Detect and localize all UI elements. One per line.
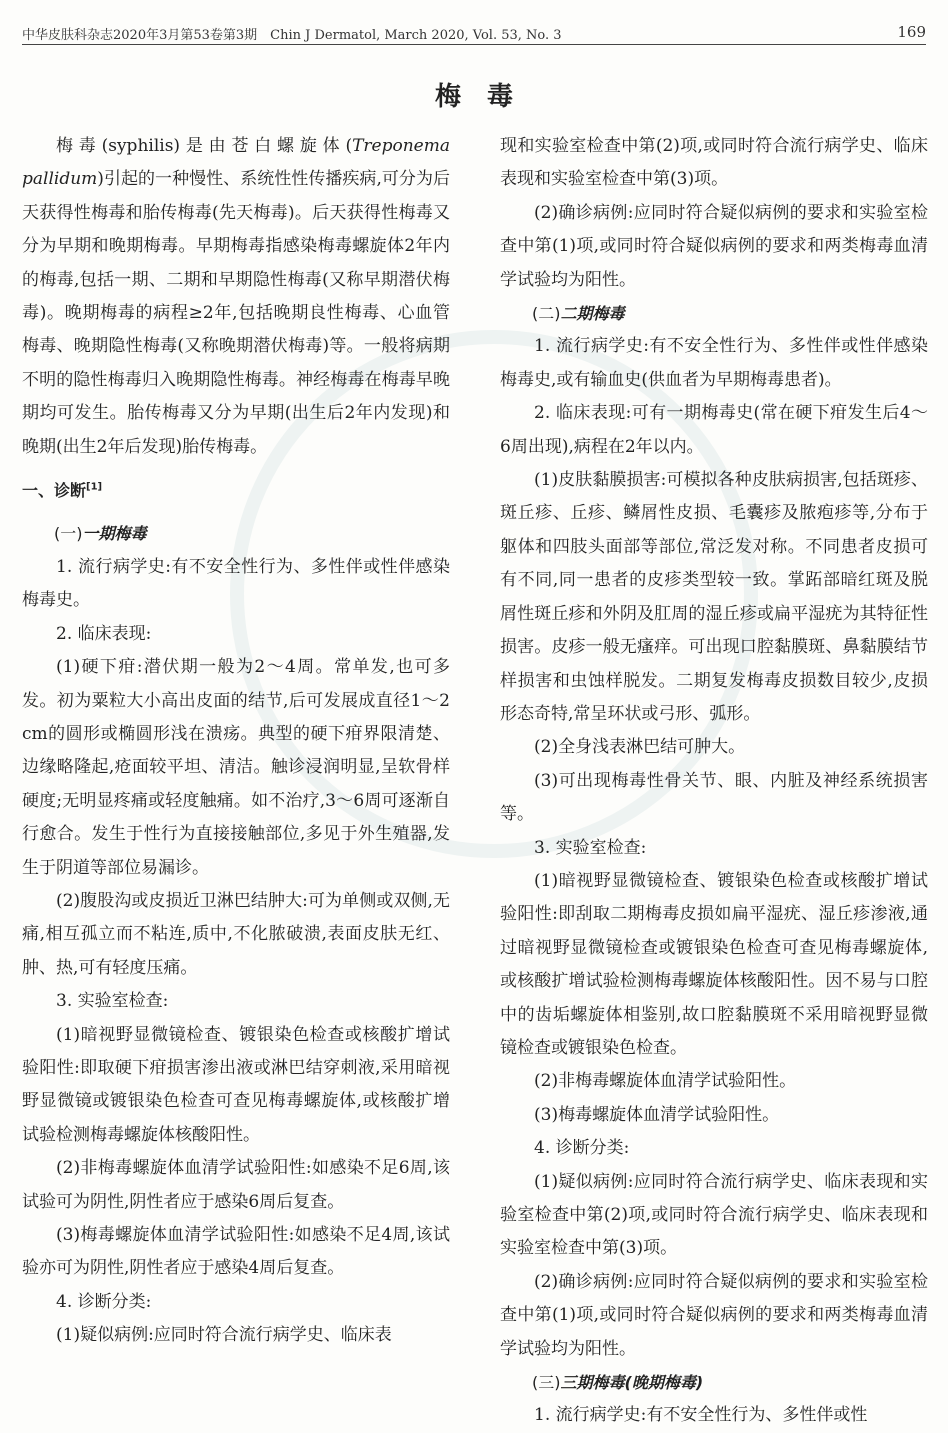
- paragraph: (2)腹股沟或皮损近卫淋巴结肿大:可为单侧或双侧,无痛,相互孤立而不粘连,质中,不化脓破溃,表面皮肤无红、肿、热,可有轻度压痛。: [22, 890, 450, 978]
- paragraph: (2)全身浅表淋巴结可肿大。: [534, 737, 746, 758]
- paragraph: (1)暗视野显微镜检查、镀银染色检查或核酸扩增试验阳性:即取硬下疳损害渗出液或淋巴结穿刺液,采用暗视野显微镜或镀银染色检查可查见梅毒螺旋体,或核酸扩增试验检测梅毒螺旋体核酸阳性。: [22, 1024, 450, 1145]
- paragraph: 1. 流行病学史:有不安全性行为、多性伴或性伴感染梅毒史,或有输血史(供血者为早期梅毒患者)。: [500, 336, 928, 390]
- paragraph: (1)硬下疳:潜伏期一般为2～4周。常单发,也可多发。初为粟粒大小高出皮面的结节,后可发展成直径1～2 cm的圆形或椭圆形浅在溃疡。典型的硬下疳界限清楚、边缘略隆起,疮面较平坦、清洁。触诊浸润明显,呈软骨样硬度;无明显疼痛或轻度触痛。如不治疗,3～6周可逐渐自行愈合。发生于性行为直接接触部位,多见于外生殖器,发生于阴道等部位易漏诊。: [22, 657, 450, 878]
- paragraph: (3)梅毒螺旋体血清学试验阳性。: [534, 1104, 780, 1125]
- paragraph: (2)确诊病例:应同时符合疑似病例的要求和实验室检查中第(1)项,或同时符合疑似病例的要求和两类梅毒血清学试验均为阳性。: [500, 202, 928, 290]
- intro-paragraph: 梅毒(syphilis)是由苍白螺旋体(Treponema pallidum)引起的一种慢性、系统性性传播疾病,可分为后天获得性梅毒和胎传梅毒(先天梅毒)。后天获得性梅毒又分为早期和晚期梅毒。早期梅毒指感染梅毒螺旋体2年内的梅毒,包括一期、二期和早期隐性梅毒(又称早期潜伏梅毒)。晚期梅毒的病程≥2年,包括晚期良性梅毒、心血管梅毒、晚期隐性梅毒(又称晚期潜伏梅毒)等。一般将病期不明的隐性梅毒归入晚期隐性梅毒。神经梅毒在梅毒早晚期均可发生。胎传梅毒又分为早期(出生后2年内发现)和晚期(出生2年后发现)胎传梅毒。: [22, 136, 450, 457]
- paragraph: 3. 实验室检查:: [56, 991, 169, 1012]
- paragraph: (2)确诊病例:应同时符合疑似病例的要求和实验室检查中第(1)项,或同时符合疑似病例的要求和两类梅毒血清学试验均为阳性。: [500, 1271, 928, 1359]
- left-column: [22, 130, 450, 1353]
- paragraph: (1)皮肤黏膜损害:可模拟各种皮肤病损害,包括斑疹、斑丘疹、丘疹、鳞屑性皮损、毛囊疹及脓疱疹等,分布于躯体和四肢头面部等部位,常泛发对称。不同患者皮损可有不同,同一患者的皮疹类型较一致。掌跖部暗红斑及脱屑性斑丘疹和外阴及肛周的湿丘疹或扁平湿疣为其特征性损害。皮疹一般无瘙痒。可出现口腔黏膜斑、鼻黏膜结节样损害和虫蚀样脱发。二期复发梅毒皮损数目较少,皮损形态奇特,常呈环状或弓形、弧形。: [500, 470, 928, 724]
- subsection-heading-primary: (一)一期梅毒: [54, 524, 147, 544]
- paragraph: (2)非梅毒螺旋体血清学试验阳性。: [534, 1071, 797, 1092]
- journal-citation: 中华皮肤科杂志2020年3月第53卷第3期 Chin J Dermatol, March 2020, Vol. 53, No. 3: [22, 28, 562, 43]
- citation-ref[interactable]: [1]: [86, 481, 103, 493]
- paragraph: (1)疑似病例:应同时符合流行病学史、临床表: [56, 1325, 392, 1346]
- running-header: [22, 22, 926, 45]
- paragraph: (1)疑似病例:应同时符合流行病学史、临床表现和实验室检查中第(2)项,或同时符合流行病学史、临床表现和实验室检查中第(3)项。: [500, 1171, 928, 1259]
- paragraph: (2)非梅毒螺旋体血清学试验阳性:如感染不足6周,该试验可为阴性,阴性者应于感染6周后复查。: [22, 1158, 450, 1212]
- article-title: 梅毒: [434, 82, 539, 112]
- section-heading-diagnosis: 一、诊断[1]: [22, 481, 103, 501]
- paragraph: 3. 实验室检查:: [534, 837, 647, 858]
- paragraph: 2. 临床表现:: [56, 623, 152, 644]
- paragraph: 1. 流行病学史:有不安全性行为、多性伴或性伴感染梅毒史。: [22, 556, 450, 611]
- page-number: 169: [897, 23, 926, 41]
- paragraph: 现和实验室检查中第(2)项,或同时符合流行病学史、临床表现和实验室检查中第(3)项。: [500, 136, 928, 190]
- paragraph: 4. 诊断分类:: [56, 1291, 152, 1312]
- right-column: [500, 130, 928, 1433]
- paragraph: 4. 诊断分类:: [534, 1138, 630, 1159]
- paragraph: (3)可出现梅毒性骨关节、眼、内脏及神经系统损害等。: [500, 770, 928, 825]
- subsection-heading-secondary: (二)二期梅毒: [532, 304, 625, 324]
- paragraph: 1. 流行病学史:有不安全性行为、多性伴或性: [534, 1405, 868, 1426]
- paragraph: 2. 临床表现:可有一期梅毒史(常在硬下疳发生后4～6周出现),病程在2年以内。: [500, 403, 928, 457]
- paragraph: (3)梅毒螺旋体血清学试验阳性:如感染不足4周,该试验亦可为阴性,阴性者应于感染4周后复查。: [22, 1225, 450, 1279]
- subsection-heading-tertiary: (三)三期梅毒(晚期梅毒): [532, 1373, 704, 1393]
- paragraph: (1)暗视野显微镜检查、镀银染色检查或核酸扩增试验阳性:即刮取二期梅毒皮损如扁平湿疣、湿丘疹渗液,通过暗视野显微镜检查或镀银染色检查可查见梅毒螺旋体,或核酸扩增试验检测梅毒螺旋体核酸阳性。因不易与口腔中的齿垢螺旋体相鉴别,故口腔黏膜斑不采用暗视野显微镜检查或镀银染色检查。: [500, 870, 928, 1058]
